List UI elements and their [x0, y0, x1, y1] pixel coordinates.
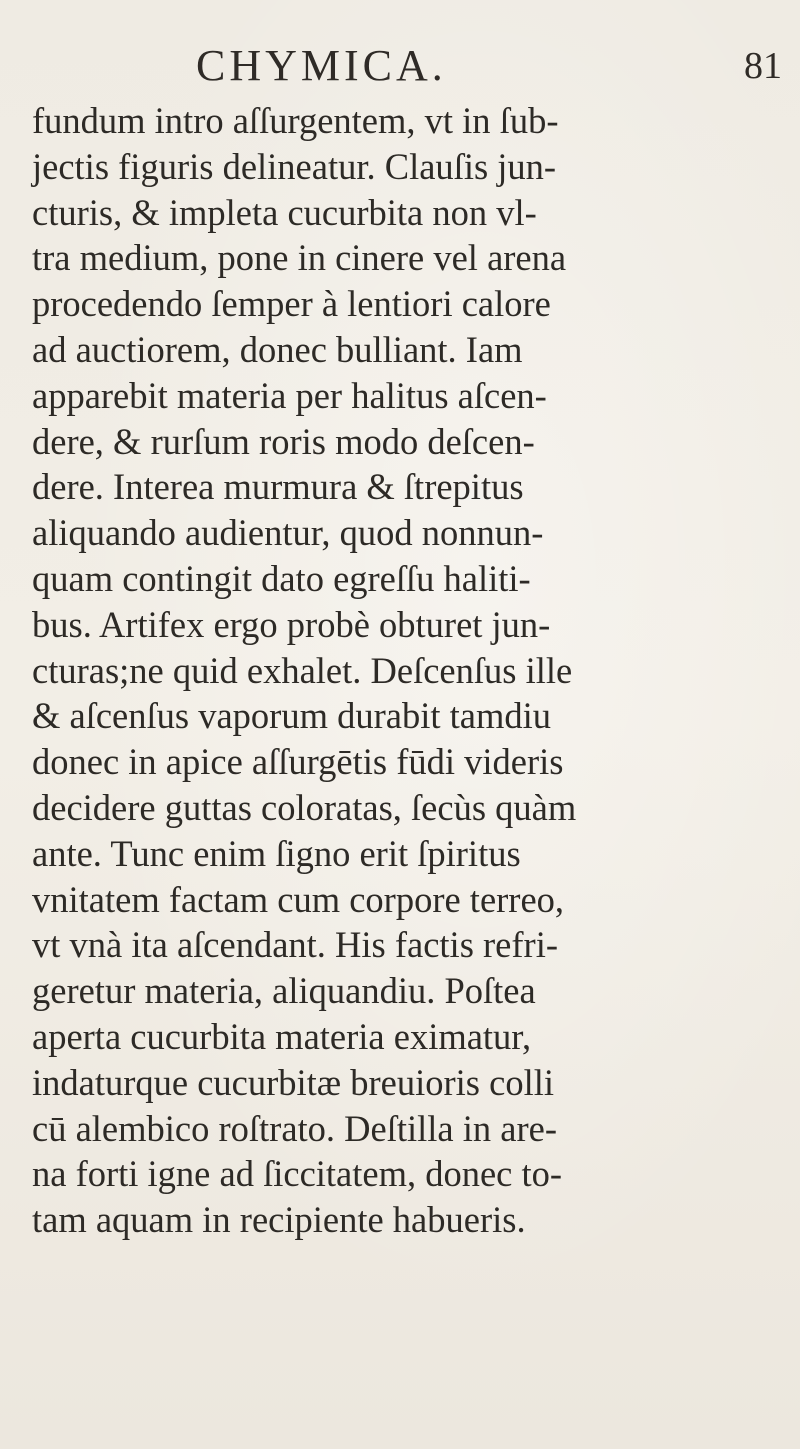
text-line: quam contingit dato egreſſu haliti-	[32, 557, 531, 599]
text-line: cturas;ne quid exhalet. Deſcenſus ille	[32, 649, 573, 691]
text-line: decidere guttas coloratas, ſecùs quàm	[32, 786, 577, 828]
text-line: ad auctiorem, donec bulliant. Iam	[32, 328, 523, 370]
text-line: aliquando audientur, quod nonnun-	[32, 512, 544, 554]
text-line: vnitatem factam cum corpore terreo,	[32, 878, 565, 920]
text-line: bus. Artifex ergo probè obturet jun-	[32, 603, 551, 645]
page-number: 81	[744, 45, 782, 87]
text-line: dere, & rurſum roris modo deſcen-	[32, 420, 535, 462]
text-line: dere. Interea murmura & ſtrepitus	[32, 466, 524, 508]
text-line: tra medium, pone in cinere vel arena	[32, 237, 567, 279]
text-line: apparebit materia per halitus aſcen-	[32, 374, 547, 416]
text-line: vt vnà ita aſcendant. His factis refri-	[32, 924, 558, 966]
text-line: donec in apice aſſurgētis fūdi videris	[32, 741, 564, 783]
text-line: cū alembico roſtrato. Deſtilla in are-	[32, 1107, 557, 1149]
text-line: procedendo ſemper à lentiori calore	[32, 283, 551, 325]
text-line: cturis, & impleta cucurbita non vl-	[32, 191, 537, 233]
text-line: aperta cucurbita materia eximatur,	[32, 1015, 532, 1057]
text-line: jectis figuris delineatur. Clauſis jun-	[32, 145, 557, 187]
text-line: na forti igne ad ſiccitatem, donec to-	[32, 1153, 563, 1195]
text-line: ante. Tunc enim ſigno erit ſpiritus	[32, 832, 521, 874]
body-text	[32, 98, 792, 1243]
running-head	[0, 40, 800, 90]
text-line: fundum intro aſſurgentem, vt in ſub-	[32, 100, 559, 141]
text-line: tam aquam in recipiente habueris.	[32, 1199, 526, 1241]
running-title: CHYMICA.	[196, 41, 447, 90]
text-line: & aſcenſus vaporum durabit tamdiu	[32, 695, 551, 737]
text-line: geretur materia, aliquandiu. Poſtea	[32, 970, 536, 1012]
text-line: indaturque cucurbitæ breuioris colli	[32, 1061, 555, 1103]
